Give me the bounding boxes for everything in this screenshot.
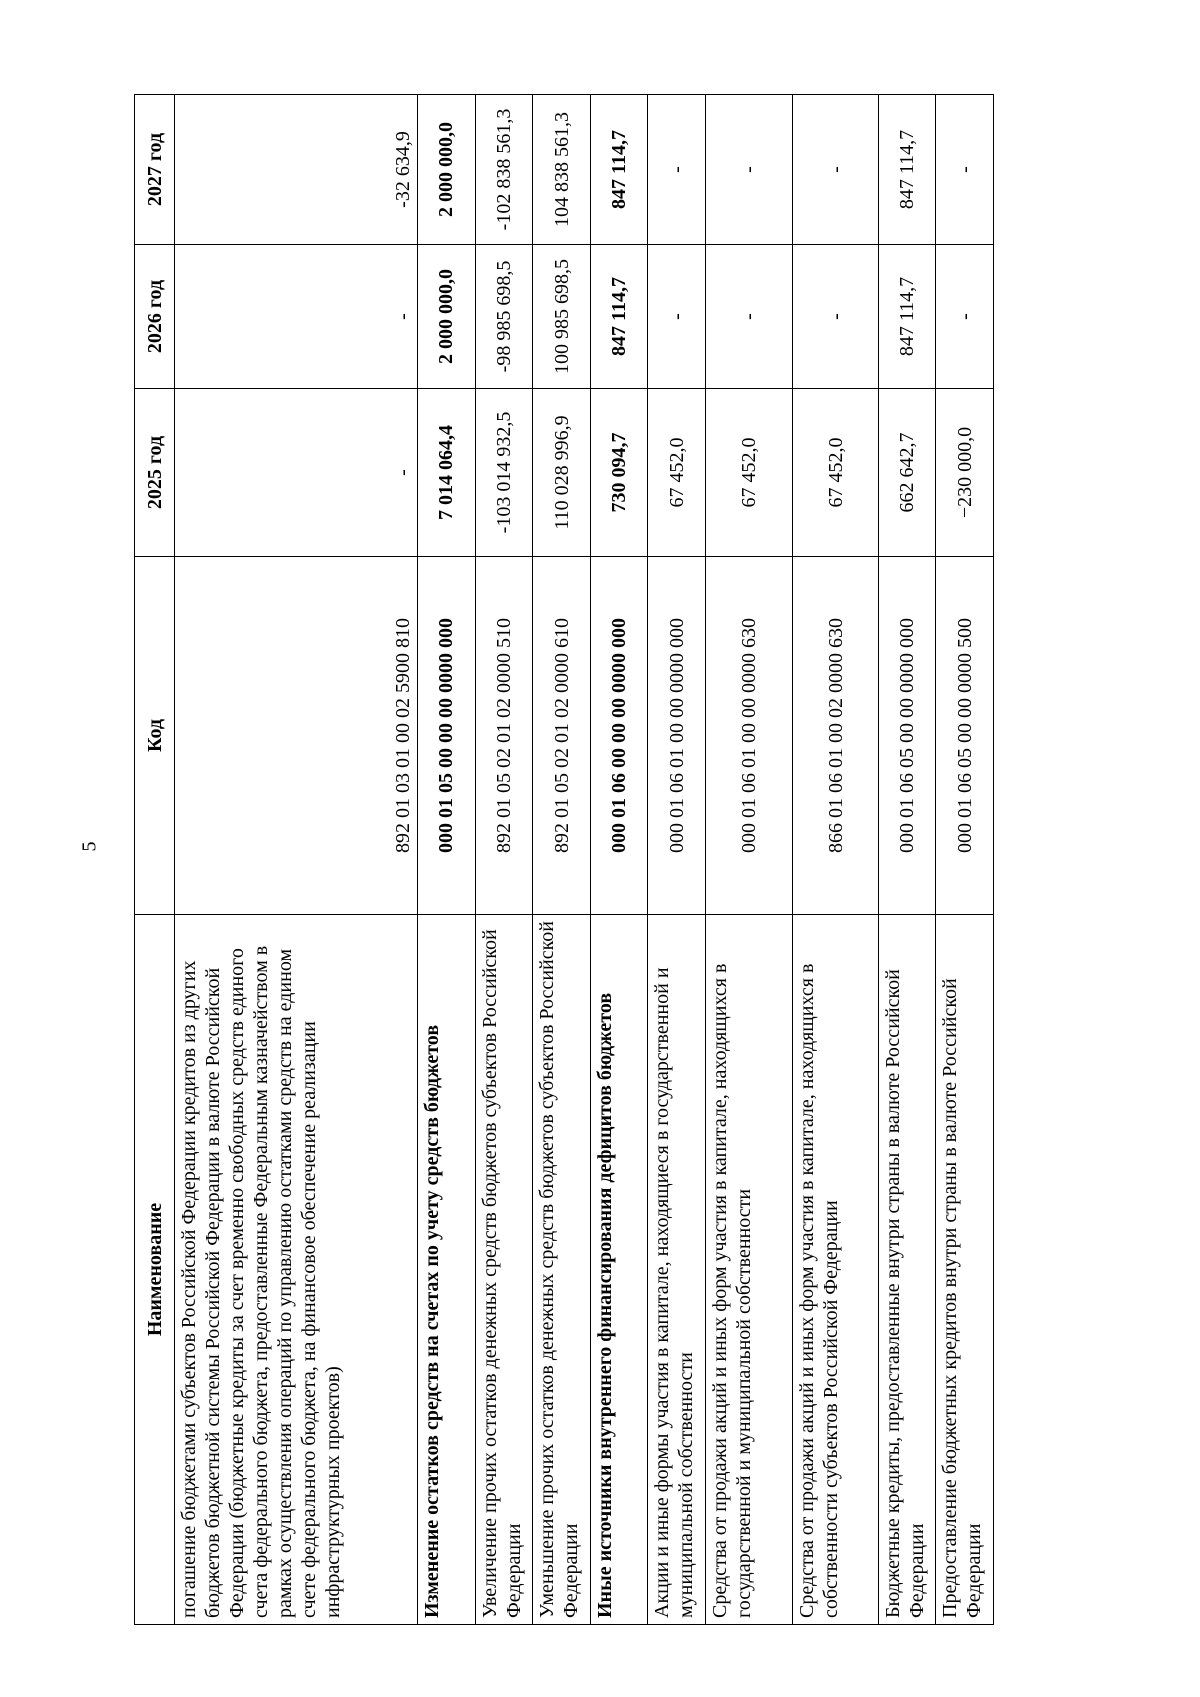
table-header-row	[135, 95, 175, 1625]
row-value-2026: -	[175, 245, 418, 389]
row-code: 892 01 03 01 00 02 5900 810	[175, 557, 418, 915]
row-value-2027: 847 114,7	[590, 95, 648, 245]
row-value-2025: −230 000,0	[936, 389, 994, 557]
row-code: 000 01 06 00 00 00 0000 000	[590, 557, 648, 915]
table-row	[590, 95, 648, 1625]
row-value-2026: 847 114,7	[590, 245, 648, 389]
table-row	[793, 95, 878, 1625]
row-code: 892 01 05 02 01 02 0000 610	[533, 557, 591, 915]
row-value-2026: -98 985 698,5	[475, 245, 533, 389]
table-row	[936, 95, 994, 1625]
table-row	[878, 95, 936, 1625]
row-code: 000 01 06 01 00 00 0000 000	[648, 557, 706, 915]
row-value-2025: 67 452,0	[793, 389, 878, 557]
row-name: погашение бюджетами субъектов Российской Федерации кредитов из других бюджетов бюджетной системы Российской Федерации в валюте Российской Федерации (бюджетные кредиты за счет временно свободных средств единого счета федерального бюджета, предоставленные Федеральным казначейством в рамках осуществления операций по управлению остатками средств на едином счете федерального бюджета, на финансовое обеспечение реализации инфраструктурных проектов)	[175, 915, 418, 1625]
row-code: 000 01 06 01 00 00 0000 630	[706, 557, 793, 915]
page-number: 5	[78, 841, 101, 852]
row-code: 000 01 05 00 00 00 0000 000	[418, 557, 476, 915]
row-value-2025: 67 452,0	[648, 389, 706, 557]
row-value-2026: -	[648, 245, 706, 389]
row-code: 892 01 05 02 01 02 0000 510	[475, 557, 533, 915]
row-value-2025: -103 014 932,5	[475, 389, 533, 557]
row-value-2026: -	[793, 245, 878, 389]
row-value-2025: -	[175, 389, 418, 557]
header-code: Код	[135, 557, 175, 915]
table-row	[418, 95, 476, 1625]
row-value-2027: -	[793, 95, 878, 245]
row-code: 000 01 06 05 00 00 0000 000	[878, 557, 936, 915]
row-value-2027: -32 634,9	[175, 95, 418, 245]
row-value-2025: 730 094,7	[590, 389, 648, 557]
row-name: Увеличение прочих остатков денежных средств бюджетов субъектов Российской Федерации	[475, 915, 533, 1625]
row-value-2027: 104 838 561,3	[533, 95, 591, 245]
row-value-2027: -	[706, 95, 793, 245]
row-name: Акции и иные формы участия в капитале, находящиеся в государственной и муниципальной собственности	[648, 915, 706, 1625]
row-value-2027: -	[648, 95, 706, 245]
row-value-2026: 2 000 000,0	[418, 245, 476, 389]
row-name: Предоставление бюджетных кредитов внутри страны в валюте Российской Федерации	[936, 915, 994, 1625]
row-value-2025: 110 028 996,9	[533, 389, 591, 557]
row-name: Бюджетные кредиты, предоставленные внутри страны в валюте Российской Федерации	[878, 915, 936, 1625]
table-row	[648, 95, 706, 1625]
table-row	[475, 95, 533, 1625]
row-value-2026: -	[936, 245, 994, 389]
table-row	[706, 95, 793, 1625]
row-name: Уменьшение прочих остатков денежных средств бюджетов субъектов Российской Федерации	[533, 915, 591, 1625]
table-body	[175, 95, 994, 1625]
row-value-2027: 2 000 000,0	[418, 95, 476, 245]
row-value-2025: 7 014 064,4	[418, 389, 476, 557]
row-code: 866 01 06 01 00 02 0000 630	[793, 557, 878, 915]
row-name: Иные источники внутреннего финансирования дефицитов бюджетов	[590, 915, 648, 1625]
row-name: Средства от продажи акций и иных форм участия в капитале, находящихся в собственности субъектов Российской Федерации	[793, 915, 878, 1625]
row-name: Средства от продажи акций и иных форм участия в капитале, находящихся в государственной и муниципальной собственности	[706, 915, 793, 1625]
row-value-2027: -102 838 561,3	[475, 95, 533, 245]
row-value-2026: 100 985 698,5	[533, 245, 591, 389]
row-name: Изменение остатков средств на счетах по учету средств бюджетов	[418, 915, 476, 1625]
header-2026: 2026 год	[135, 245, 175, 389]
row-value-2027: 847 114,7	[878, 95, 936, 245]
financing-sources-table	[134, 94, 994, 1625]
row-value-2026: -	[706, 245, 793, 389]
header-name: Наименование	[135, 915, 175, 1625]
row-value-2025: 67 452,0	[706, 389, 793, 557]
row-value-2025: 662 642,7	[878, 389, 936, 557]
row-code: 000 01 06 05 00 00 0000 500	[936, 557, 994, 915]
row-value-2027: -	[936, 95, 994, 245]
header-2027: 2027 год	[135, 95, 175, 245]
table-row	[533, 95, 591, 1625]
rotated-table-container	[134, 95, 994, 1625]
row-value-2026: 847 114,7	[878, 245, 936, 389]
header-2025: 2025 год	[135, 389, 175, 557]
table-row	[175, 95, 418, 1625]
